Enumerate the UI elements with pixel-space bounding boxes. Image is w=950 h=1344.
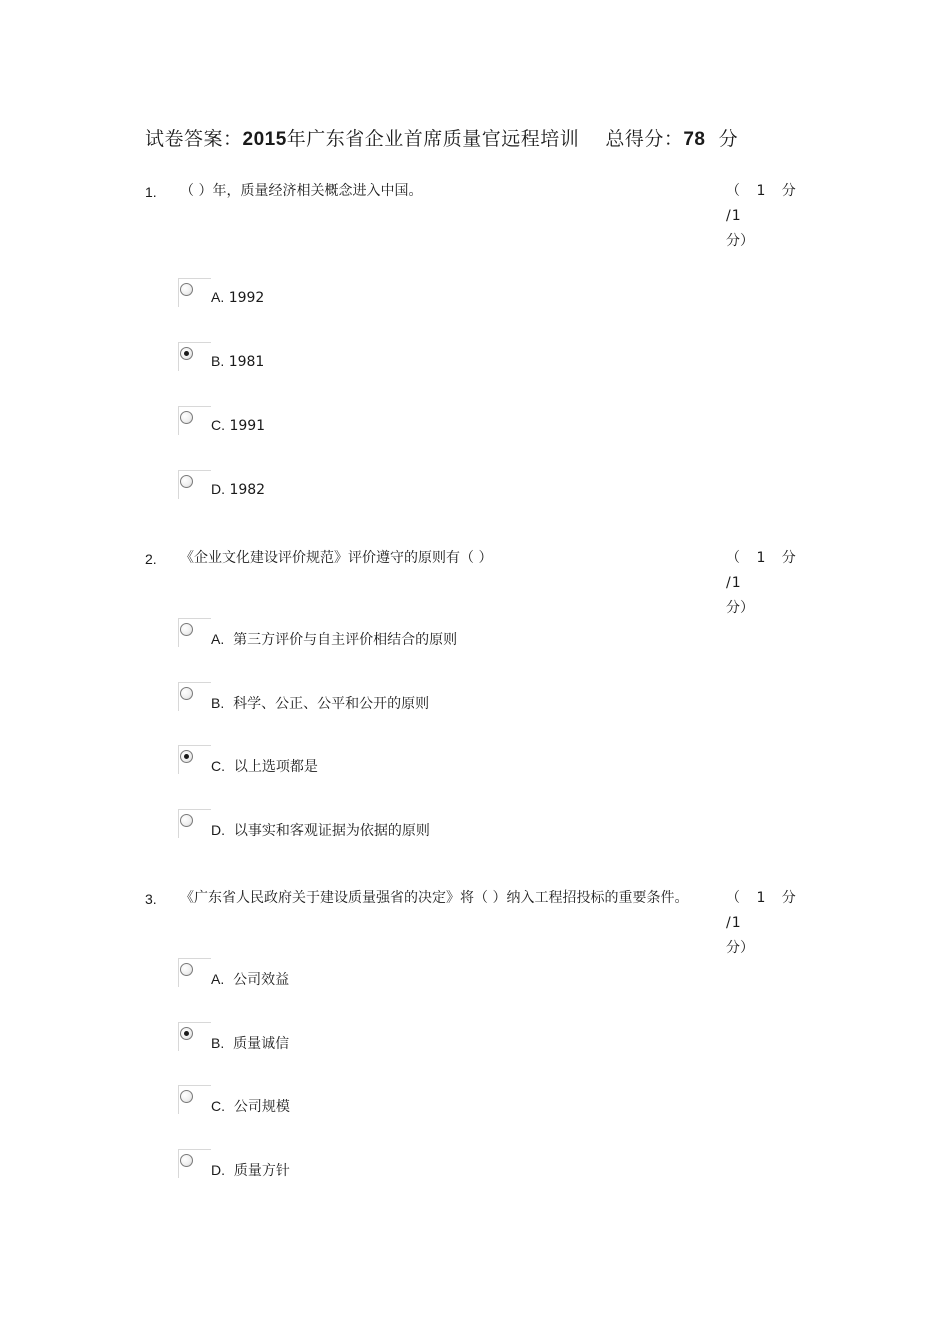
radio-button[interactable] <box>180 814 193 827</box>
option-label: B. 科学、公正、公平和公开的原则 <box>211 695 430 712</box>
question-number: 2. <box>145 551 157 567</box>
radio-button[interactable] <box>180 1154 193 1167</box>
question-score <box>726 179 816 254</box>
question-score-line2: 分） <box>726 940 754 956</box>
option-label: D. 质量方针 <box>211 1162 290 1179</box>
radio-button-selected[interactable] <box>180 347 193 360</box>
radio-button[interactable] <box>180 963 193 976</box>
radio-button[interactable] <box>180 475 193 488</box>
option-label: C. 公司规模 <box>211 1098 290 1115</box>
option-label: D. 1982 <box>211 481 266 498</box>
radio-button-selected[interactable] <box>180 750 193 763</box>
question-score-line2: 分） <box>726 600 754 616</box>
option-label: A. 第三方评价与自主评价相结合的原则 <box>211 631 458 648</box>
title-prefix: 试卷答案： <box>145 128 243 150</box>
radio-button[interactable] <box>180 1090 193 1103</box>
question-score <box>726 546 816 621</box>
title-year: 2015 <box>242 129 287 150</box>
title-rest: 年广东省企业首席质量官远程培训 <box>286 128 580 150</box>
question-score-line2: 分） <box>726 233 754 249</box>
question-score-line1: （ 1 分 /1 <box>726 550 797 591</box>
total-score-label: 总得分： <box>605 128 684 150</box>
option-label: C. 以上选项都是 <box>211 758 318 775</box>
question-score-line1: （ 1 分 /1 <box>726 890 797 931</box>
question-number: 3. <box>145 891 157 907</box>
question-text: 《企业文化建设评价规范》评价遵守的原则有（ ） <box>180 550 493 566</box>
radio-button[interactable] <box>180 623 193 636</box>
page-title <box>145 124 738 151</box>
radio-button-selected[interactable] <box>180 1027 193 1040</box>
option-label: A. 1992 <box>211 289 265 306</box>
total-score-value: 78 <box>683 129 706 150</box>
question-score <box>726 886 816 961</box>
option-label: B. 质量诚信 <box>211 1035 290 1052</box>
option-label: B. 1981 <box>211 353 265 370</box>
radio-button[interactable] <box>180 687 193 700</box>
question-text: （ ）年，质量经济相关概念进入中国。 <box>180 183 423 199</box>
option-label: C. 1991 <box>211 417 266 434</box>
radio-button[interactable] <box>180 411 193 424</box>
question-number: 1. <box>145 184 157 200</box>
option-label: D. 以事实和客观证据为依据的原则 <box>211 822 430 839</box>
total-score-unit: 分 <box>718 128 739 150</box>
question-text: 《广东省人民政府关于建设质量强省的决定》将（ ）纳入工程招投标的重要条件。 <box>180 890 689 906</box>
radio-button[interactable] <box>180 283 193 296</box>
option-label: A. 公司效益 <box>211 971 290 988</box>
question-score-line1: （ 1 分 /1 <box>726 183 797 224</box>
